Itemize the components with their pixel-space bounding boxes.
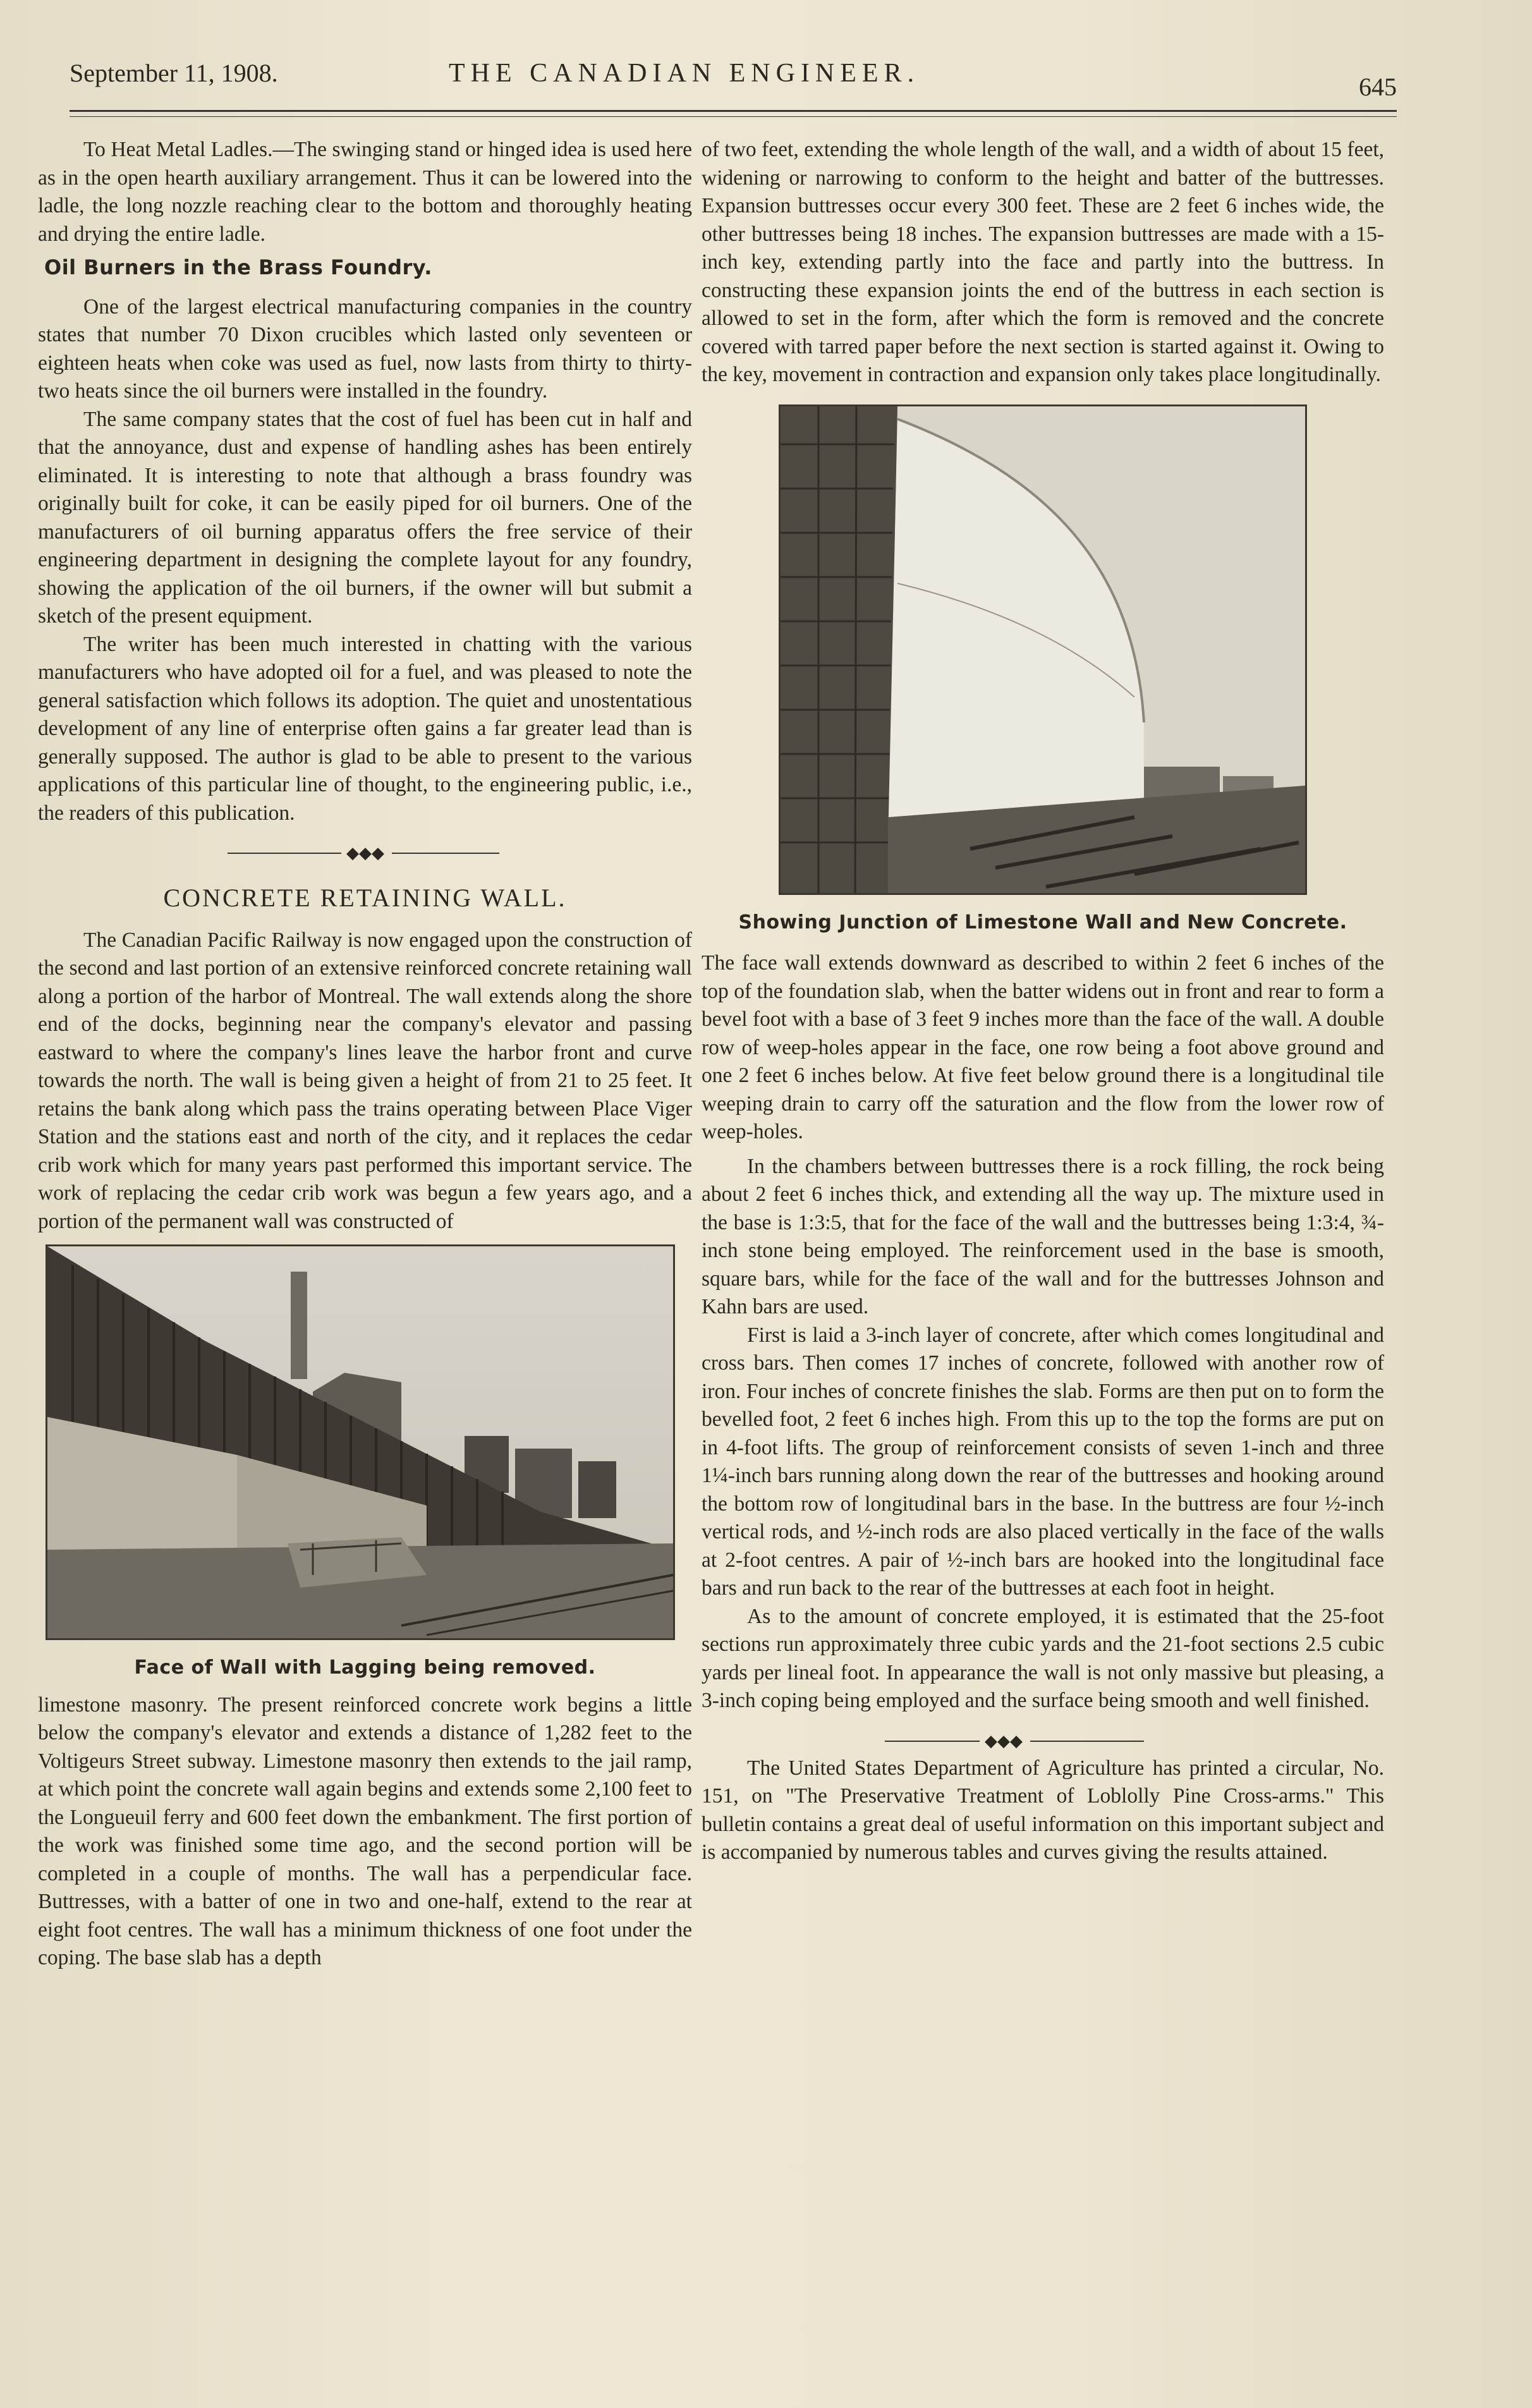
figure-wall-lagging bbox=[38, 1244, 692, 1682]
ornament-icon: ◆◆◆ bbox=[985, 1731, 1023, 1750]
fuel-cost-paragraph: The same company states that the cost of fuel has been cut in half and that the annoyance, dust and expense of handling ashes has been entirely eliminated. It is interesting to note that although a brass foundry was originally built for coke, it can be easily piped for oil burners. One of the manufacturers of oil burning apparatus offers the free service of their engineering department in designing the complete layout for any foundry, showing the application of the oil burners, if the owner will but submit a sketch of the present equipment. bbox=[38, 407, 692, 628]
crucibles-paragraph: One of the largest electrical manufacturing companies in the country states that number 70 Dixon crucibles which lasted only seventeen or eighteen heats when coke was used as fuel, now lasts from thirty to thirty-two heats since the oil burners were installed in the foundry. bbox=[38, 295, 692, 403]
ladle-paragraph: To Heat Metal Ladles.—The swinging stand or hinged idea is used here as in the open hearth auxiliary arrangement. Thus it can be lowered into the ladle, the long nozzle reaching clear to the bottom and thoroughly heating and drying the entire ladle. bbox=[38, 138, 692, 246]
limestone-paragraph: limestone masonry. The present reinforced concrete work begins a little below the company's elevator and extends a distance of 1,282 feet to the Voltigeurs Street subway. Limestone masonry then extends to the jail ramp, at which point the concrete wall again begins and extends some 2,100 feet to the Longueuil ferry and 600 feet down the embankment. The first portion of the work was finished some time ago, and the second portion will be completed in a couple of months. The wall has a perpendicular face. Buttresses, with a batter of one in two and one-half, extend to the rear at eight foot centres. The wall has a minimum thickness of one foot under the coping. The base slab has a depth bbox=[38, 1693, 692, 1969]
section-divider bbox=[38, 844, 692, 863]
header-rule-thin bbox=[70, 116, 1397, 117]
photo-wall-lagging bbox=[46, 1244, 675, 1640]
journal-title: THE CANADIAN ENGINEER. bbox=[449, 59, 920, 88]
right-column bbox=[702, 136, 1384, 1867]
section-divider-right bbox=[702, 1732, 1384, 1751]
oil-burners-heading: Oil Burners in the Brass Foundry. bbox=[44, 255, 432, 279]
figure2-caption: Showing Junction of Limestone Wall and New Concrete. bbox=[738, 911, 1347, 933]
amount-paragraph: As to the amount of concrete employed, it is estimated that the 25-foot sections run approximately three cubic yards and the 21-foot sections 2.5 cubic yards per lineal foot. In appearance the wall is not only massive but pleasing, a 3-inch coping being employed and the surface being smooth and well finished. bbox=[702, 1604, 1384, 1712]
article-title: CONCRETE RETAINING WALL. bbox=[163, 884, 567, 912]
left-column bbox=[38, 136, 692, 1973]
face-wall-paragraph: The face wall extends downward as described to within 2 feet 6 inches of the top of the foundation slab, when the batter widens out in front and rear to form a bevel foot with a base of 3 feet 9 inches more than the face of the wall. A double row of weep-holes appear in the face, one row being a foot above ground and one 2 feet 6 inches below. At five feet below ground there is a longitudinal tile weeping drain to carry off the saturation and the flow from the lower row of weep-holes. bbox=[702, 951, 1384, 1143]
cpr-paragraph: The Canadian Pacific Railway is now engaged upon the construction of the second and last portion of an extensive reinforced concrete retaining wall along a portion of the harbor of Montreal. The wall extends along the shore end of the docks, beginning near the company's elevator and passing eastward to where the company's lines leave the harbor front and curve towards the north. The wall is being given a height of from 21 to 25 feet. It retains the bank along which pass the trains operating between Place Viger Station and the stations east and north of the city, and it replaces the cedar crib work which for many years past performed this important service. The work of replacing the cedar crib work was begun a few years ago, and a portion of the permanent wall was constructed of bbox=[38, 928, 692, 1233]
chambers-paragraph: In the chambers between buttresses there is a rock filling, the rock being about 2 feet 6 inches thick, and extending all the way up. The mixture used in the base is 1:3:5, that for the face of the wall and the buttresses being 1:3:4, ¾-inch stone being employed. The reinforcement used in the base is smooth, square bars, while for the face of the wall and for the buttresses Johnson and Kahn bars are used. bbox=[702, 1154, 1384, 1318]
photo-junction bbox=[779, 404, 1307, 895]
writer-paragraph: The writer has been much interested in chatting with the various manufacturers who have adopted oil for a fuel, and was pleased to note the general satisfaction which follows its adoption. The quiet and unostentatious development of any line of enterprise often gains a far greater lead than is generally supposed. The author is glad to be able to present to the various applications of this particular line of thought, to the engineering public, i.e., the readers of this publication. bbox=[38, 632, 692, 825]
header-rule bbox=[70, 110, 1397, 112]
page-header bbox=[70, 56, 1397, 106]
layers-paragraph: First is laid a 3-inch layer of concrete, after which comes longitudinal and cross bars. Then comes 17 inches of concrete, followed with another row of iron. Four inches of concrete finishes the slab. Forms are then put on to form the bevelled foot, 2 feet 6 inches high. From this up to the top the forms are put on in 4-foot lifts. The group of reinforcement consists of seven 1-inch and three 1¼-inch bars running along down the rear of the buttresses and hooking around the bottom row of longitudinal bars in the base. In the buttress are four ½-inch vertical rods, and ½-inch rods are also placed vertically in the face of the walls at 2-foot centres. A pair of ½-inch bars are hooked into the longitudinal face bars and run back to the rear of the buttresses at each foot in height. bbox=[702, 1323, 1384, 1600]
agriculture-paragraph: The United States Department of Agriculture has printed a circular, No. 151, on "The Preservative Treatment of Loblolly Pine Cross-arms." This bulletin contains a great deal of useful information on this important subject and is accompanied by numerous tables and curves giving the results attained. bbox=[702, 1756, 1384, 1864]
page-number: 645 bbox=[1359, 73, 1397, 101]
figure-junction bbox=[702, 404, 1384, 937]
figure1-caption: Face of Wall with Lagging being removed. bbox=[134, 1657, 596, 1679]
ornament-icon: ◆◆◆ bbox=[346, 844, 384, 862]
issue-date: September 11, 1908. bbox=[70, 59, 278, 87]
base-slab-paragraph: of two feet, extending the whole length of the wall, and a width of about 15 feet, widening or narrowing to conform to the height and batter of the buttresses. Expansion buttresses occur every 300 feet. These are 2 feet 6 inches wide, the other buttresses being 18 inches. The expansion buttresses are made with a 15-inch key, extending partly into the face and partly into the buttress. In constructing these expansion joints the end of the buttress in each section is allowed to set in the form, after which the form is removed and the concrete covered with tarred paper before the next section is started against it. Owing to the key, movement in contraction and expansion only takes place longitudinally. bbox=[702, 138, 1384, 386]
